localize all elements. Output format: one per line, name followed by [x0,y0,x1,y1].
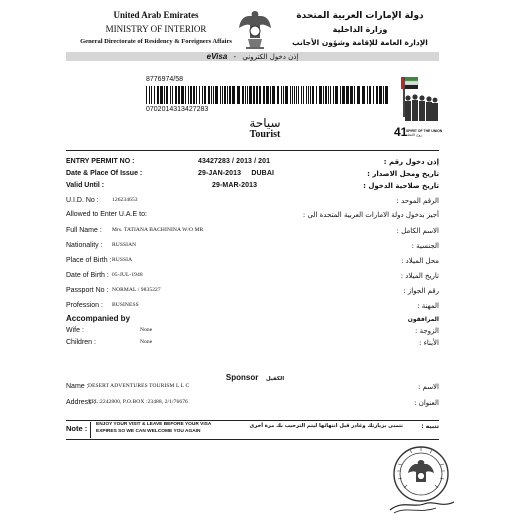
detail-row-uid [66,197,439,209]
detail-row-allowed [66,211,439,223]
detail-row-birthdate [66,272,439,284]
barcode-bar [178,86,180,104]
birthdate-value: 05-JUL-1948 [112,272,143,278]
logo41-line1: SPIRIT OF THE UNION [406,129,443,133]
barcode-bar [247,86,248,104]
uid-ar: الرقم الموحد : [396,197,439,205]
accompanied-title-ar: المرافقون [407,316,439,323]
sponsor-row-name [66,383,439,395]
barcode-bar [340,86,341,104]
barcode-bar [294,86,295,104]
barcode-bar [362,86,365,104]
spirit-of-union-logo [394,74,443,152]
header-directorate-ar: الإدارة العامة للإقامة وشؤون الأجانب [292,38,428,47]
entry-permit-label: ENTRY PERMIT NO : [66,158,135,165]
accompanied-title-en: Accompanied by [66,314,131,323]
note-text-en-1: ENJOY YOUR VISIT & LEAVE BEFORE YOUR VISA [96,422,212,427]
note-text-en-2: EXPIRES SO WE CAN WELCOME YOU AGAIN [96,429,201,434]
logo41-number: 41 [394,125,408,139]
barcode-bar [149,86,150,104]
sponsor-row-address [66,399,439,411]
barcode-bar [213,86,214,104]
sponsor-address-ar: العنوان : [414,399,439,407]
barcode-bar [373,86,374,104]
barcode-top-number: 8776974/58 [146,76,183,83]
fullname-value: Mrs. TATIANA BACHININA W/O MR [112,227,204,233]
barcode-bar [237,86,240,104]
barcode-bar [224,86,226,104]
barcode-bar [249,86,252,104]
birthplace-label: Place of Birth : [66,257,112,264]
barcode-bottom-number: 0702014313427283 [146,106,209,113]
barcode-bar [367,86,368,104]
visa-type-en: Tourist [249,129,281,140]
barcode-bar [232,86,235,104]
barcode-bar [199,86,200,104]
detail-row-profession [66,302,439,314]
barcode-bar [379,86,382,104]
barcode-bar [211,86,212,104]
detail-row-fullname [66,227,439,239]
barcode-bar [222,86,223,104]
note-divider [90,422,91,438]
barcode-bar [266,86,269,104]
birthplace-value: RUSSIA [112,257,133,263]
barcode-bar [196,86,197,104]
note-box [66,422,439,438]
barcode-bar [292,86,293,104]
header-ministry-en: MINISTRY OF INTERIOR [105,24,207,34]
barcode-bar [369,86,371,104]
barcode-bar [164,86,165,104]
accompanied-row-children [66,339,439,351]
profession-ar: المهنة : [417,302,439,310]
passport-value: NORMAL / 9835227 [112,287,161,293]
barcode-bar [157,86,159,104]
birthdate-label: Date of Birth : [66,272,109,279]
barcode-bar [160,86,163,104]
barcode-bar [263,86,265,104]
barcode-bar [301,86,302,104]
allowed-label: Allowed to Enter U.A.E to: [66,211,147,218]
barcode-bar [303,86,304,104]
barcode-bar [185,86,186,104]
header-directorate-en: General Directorate of Residency & Foreigners Affairs [80,38,232,45]
visa-type-ar: سياحة [249,116,281,130]
barcode-bar [208,86,210,104]
evisa-title-en: eVisa [206,52,228,61]
uid-label: U.I.D. No : [66,197,99,204]
barcode-bar [202,86,203,104]
barcode-bar [310,86,311,104]
barcode-bar [220,86,221,104]
barcode-bar [333,86,334,104]
fullname-label: Full Name : [66,227,102,234]
barcode-icon [146,86,391,104]
barcode-bar [376,86,378,104]
barcode-bar [298,86,299,104]
barcode-bar [328,86,329,104]
allowed-ar: أجيز بدخول دولة الامارات العربية المتحدة الى : [302,211,439,219]
separator-top [66,150,439,151]
wife-value: None [140,327,153,333]
nationality-ar: الجنسية : [411,242,439,250]
nationality-value: RUSSIAN [112,242,137,248]
barcode-bar [354,86,355,104]
profession-label: Profession : [66,302,103,309]
permit-row-issue [66,170,439,182]
sponsor-address-label: Address : [66,399,96,406]
barcode-bar [170,86,171,104]
valid-until-label: Valid Until : [66,182,105,189]
logo41-line2: روح الاتحاد [406,133,422,137]
children-value: None [140,339,153,345]
valid-until-value: 29-MAR-2013 [212,182,258,189]
accompanied-row-wife [66,327,439,339]
barcode-bar [190,86,192,104]
note-label-en: Note : [66,424,88,433]
barcode-bar [270,86,271,104]
detail-row-birthplace [66,257,439,269]
children-label: Children : [66,339,96,346]
barcode-bar [316,86,317,104]
barcode-bar [259,86,261,104]
uid-value: 126234653 [112,197,138,203]
barcode-bar [290,86,291,104]
barcode-bar [166,86,168,104]
barcode-bar [285,86,288,104]
barcode-bar [330,86,331,104]
barcode-bar [151,86,152,104]
permit-row-valid [66,182,439,194]
detail-row-passport [66,287,439,299]
entry-permit-value: 43427283 / 2013 / 201 [198,158,271,165]
passport-ar: رقم الجواز : [403,287,439,295]
barcode-bar [229,86,231,104]
wife-label: Wife : [66,327,84,334]
barcode-bar [175,86,177,104]
birthplace-ar: محل الميلاد : [401,257,439,265]
barcode-bar [253,86,255,104]
valid-until-ar: تاريخ صلاحية الدخول : [363,182,439,190]
barcode-bar [357,86,360,104]
barcode-bar [181,86,184,104]
barcode-bar [342,86,345,104]
barcode-bar [385,86,388,104]
sponsor-name-value: DESERT ADVENTURES TOURISM L L C [88,383,190,389]
detail-row-nationality [66,242,439,254]
barcode-bar [256,86,258,104]
sponsor-title-en: Sponsor [225,373,259,382]
barcode-bar [245,86,246,104]
barcode-bar [296,86,297,104]
barcode-bar [146,86,147,104]
issue-date-label: Date & Place Of Issue : [66,170,143,177]
barcode-bar [172,86,173,104]
barcode-bar [215,86,218,104]
note-label-ar: تنبيه : [421,423,439,430]
sponsor-name-label: Name : [66,383,89,390]
barcode-bar [323,86,324,104]
barcode-bar [335,86,338,104]
barcode-bar [193,86,195,104]
evisa-bar: eVisa - إذن دخول الكتروني [66,52,439,61]
header-country-ar: دولة الإمارات العربية المتحدة [296,11,424,21]
wife-ar: الزوجة : [415,327,439,335]
barcode-bar [319,86,322,104]
header-country-en: United Arab Emirates [113,10,199,20]
birthdate-ar: تاريخ الميلاد : [400,272,439,280]
note-text-ar: نتمنى بزيارتك وغادر قبل انتهائها ليتم الترحيب بك مرة أخرى [249,423,403,429]
barcode-bar [350,86,353,104]
header-ministry-ar: وزارة الداخلية [332,25,388,34]
evisa-title-ar: إذن دخول الكتروني [242,53,299,61]
issue-date-ar: تاريخ ومحل الاصدار : [367,170,439,178]
sponsor-title-ar: الكفيل [265,376,285,382]
barcode-bar [154,86,155,104]
issue-date-value: 29-JAN-2013 DUBAI [198,170,275,177]
barcode-bar [188,86,189,104]
barcode-bar [227,86,228,104]
barcode-bar [277,86,279,104]
accompanied-heading [66,314,439,326]
permit-row-entry [66,158,439,170]
uae-falcon-emblem-icon [236,8,274,52]
profession-value: BUSINESS [112,302,139,308]
sponsor-name-ar: الاسم : [417,383,439,391]
entry-permit-ar: إذن دخول رقم : [383,158,439,166]
separator-note-top [66,420,439,421]
barcode-bar [283,86,284,104]
barcode-bar [346,86,349,104]
barcode-bar [281,86,282,104]
barcode-bar [308,86,309,104]
barcode-bar [325,86,327,104]
fullname-ar: الاسم الكامل : [396,227,439,235]
barcode-bar [383,86,384,104]
barcode-bar [272,86,275,104]
barcode-bar [312,86,314,104]
passport-label: Passport No : [66,287,109,294]
sponsor-address-value: TEL:2242800, P.O.BOX :23488, 2/1/76676 [88,399,188,405]
barcode-bar [306,86,307,104]
barcode-bar [204,86,206,104]
barcode-bar [242,86,244,104]
nationality-label: Nationality : [66,242,103,249]
children-ar: الأبناء : [418,339,439,347]
official-stamp-icon [384,438,458,516]
